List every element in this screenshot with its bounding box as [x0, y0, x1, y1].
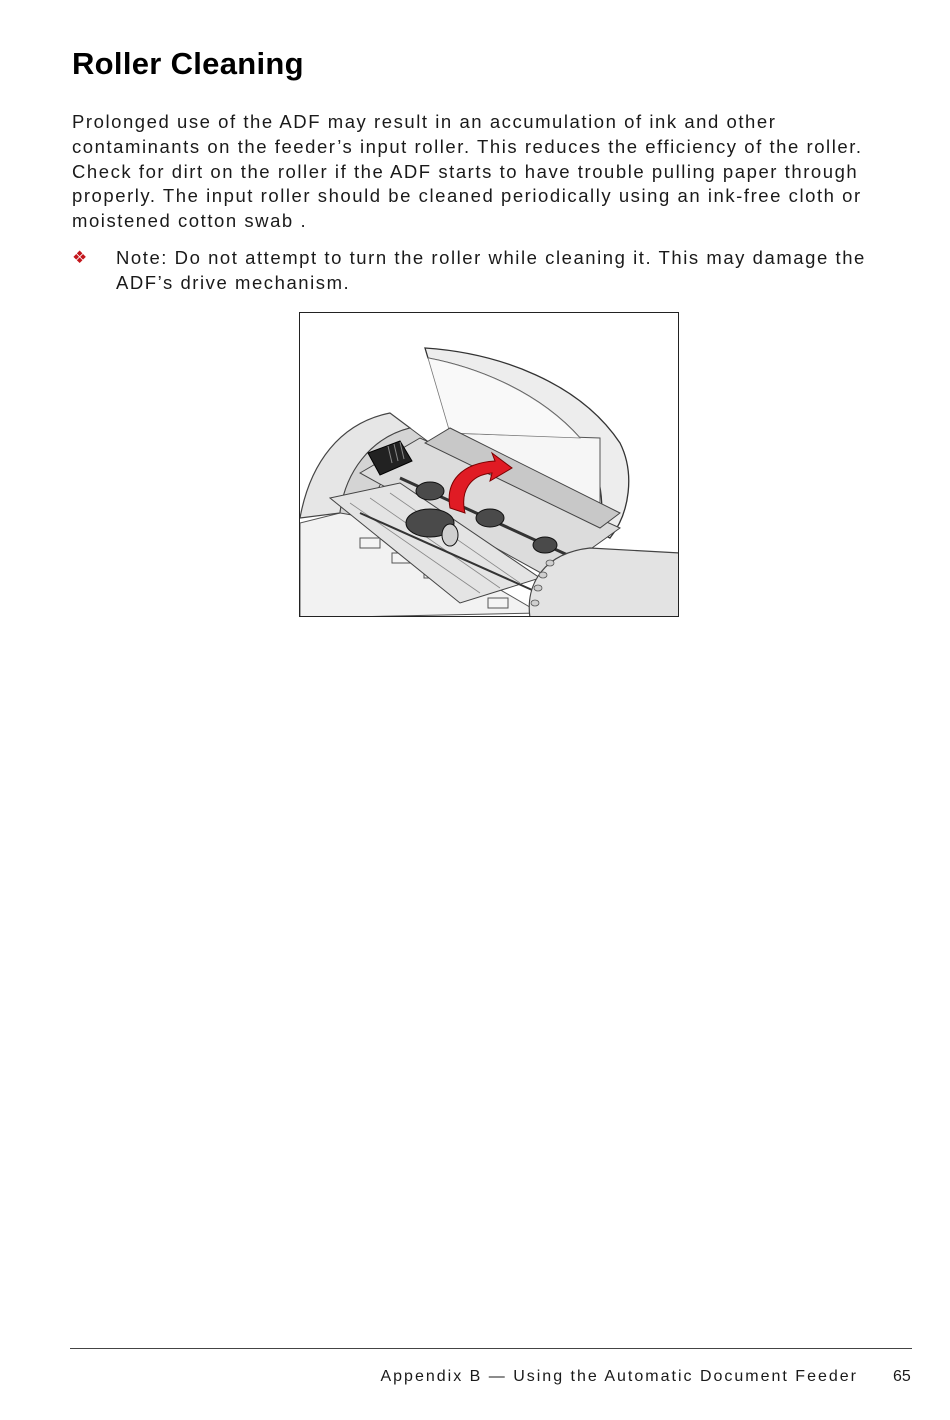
note-text: Note: Do not attempt to turn the roller while cleaning it. This may damage the ADF’s drive mechanism.	[116, 247, 866, 293]
footer-chapter-title: Appendix B — Using the Automatic Document Feeder	[380, 1368, 858, 1385]
adf-roller-figure	[299, 312, 679, 617]
adf-roller-illustration-icon	[300, 313, 679, 617]
footer-divider	[70, 1348, 912, 1349]
intro-paragraph: Prolonged use of the ADF may result in an accumulation of ink and other contaminants on the feeder’s input roller. This reduces the efficiency of the roller. Check for dirt on the roller if the ADF starts to have trouble pulling paper through properly. The input roller should be cleaned periodically using an ink-free cloth or moistened cotton swab .	[72, 111, 863, 232]
note-bullet-icon: ❖	[72, 248, 88, 267]
page-number: 65	[893, 1368, 911, 1385]
page-title: Roller Cleaning	[72, 46, 304, 81]
